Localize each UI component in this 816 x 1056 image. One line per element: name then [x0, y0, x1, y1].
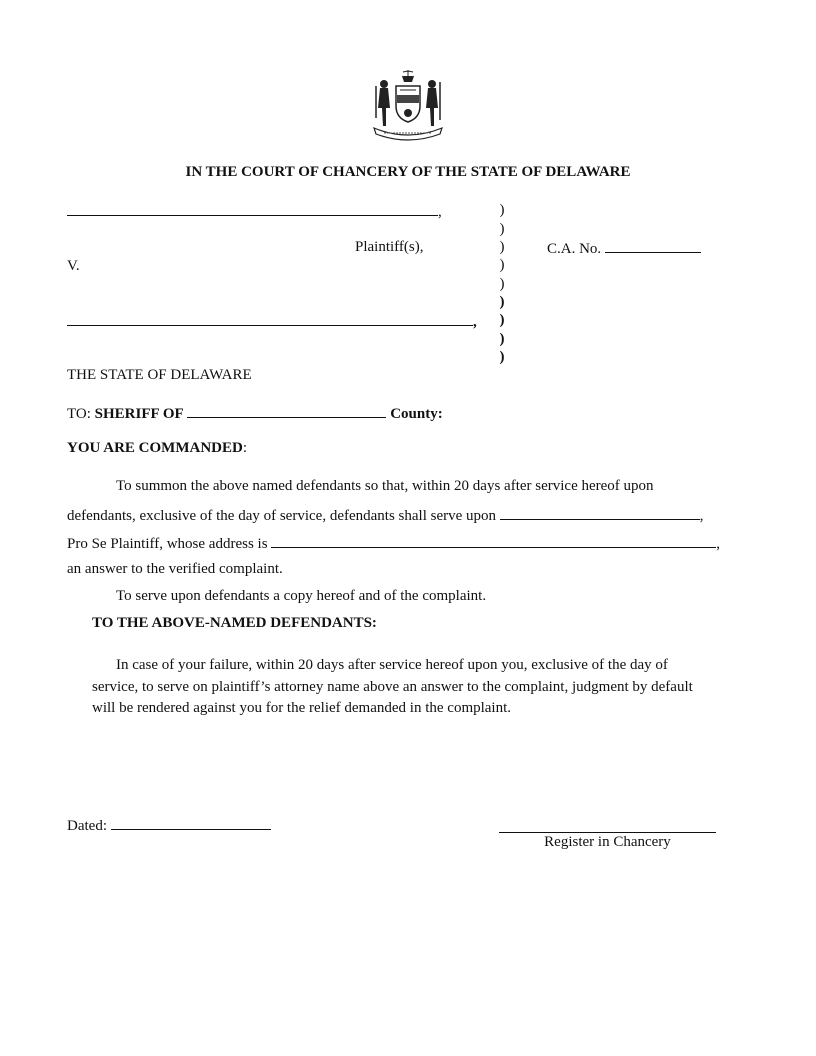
plaintiff-serve-blank[interactable] — [500, 506, 700, 520]
plaintiff-label: Plaintiff(s), — [355, 239, 424, 255]
caption-paren: ) — [499, 276, 505, 292]
commanded-heading — [67, 440, 247, 457]
case-number — [547, 239, 701, 258]
defendants-heading: TO THE ABOVE-NAMED DEFENDANTS: — [92, 615, 377, 631]
dated-line — [67, 816, 271, 835]
body-line-3-text: Pro Se Plaintiff, whose address is — [67, 536, 268, 552]
body-line-2 — [67, 506, 704, 525]
register-signature-line[interactable] — [499, 819, 716, 833]
caption-paren: ) — [499, 312, 505, 328]
caption-paren: ) — [499, 202, 505, 218]
dated-label: Dated: — [67, 818, 107, 834]
versus-label: V. — [67, 258, 80, 274]
defendant-comma: , — [473, 314, 477, 330]
notice-line-2: service, to serve on plaintiff’s attorney name above an answer to the complaint, judgment by default — [92, 679, 693, 695]
case-number-blank[interactable] — [605, 239, 701, 253]
defendant-line — [67, 312, 477, 331]
state-line: THE STATE OF DELAWARE — [67, 367, 252, 383]
notice-line-1: In case of your failure, within 20 days after service hereof upon you, exclusive of the day of — [116, 657, 668, 673]
to-sheriff-line — [67, 404, 443, 423]
to-label: TO: — [67, 406, 91, 422]
body-line-5: To serve upon defendants a copy hereof and of the complaint. — [116, 588, 487, 604]
court-title: IN THE COURT OF CHANCERY OF THE STATE OF DELAWARE — [185, 164, 631, 180]
date-blank[interactable] — [111, 816, 271, 830]
sheriff-label: SHERIFF OF — [94, 406, 184, 422]
register-label: Register in Chancery — [544, 834, 671, 850]
commanded-text: YOU ARE COMMANDED — [67, 440, 243, 456]
caption-paren: ) — [499, 221, 505, 237]
caption-paren: ) — [499, 294, 505, 310]
address-blank[interactable] — [271, 534, 716, 548]
county-blank[interactable] — [187, 404, 386, 418]
body-line-3 — [67, 534, 720, 553]
body-line-2-comma: , — [699, 508, 704, 524]
case-number-label: C.A. No. — [547, 241, 602, 257]
plaintiff-line — [67, 202, 442, 221]
county-label: County: — [390, 406, 443, 422]
plaintiff-name-blank[interactable] — [67, 202, 438, 216]
notice-line-3: will be rendered against you for the relief demanded in the complaint. — [92, 700, 512, 716]
delaware-seal — [366, 68, 450, 142]
body-line-1: To summon the above named defendants so that, within 20 days after service hereof upon — [116, 478, 654, 494]
commanded-colon: : — [242, 440, 247, 456]
defendant-name-blank[interactable] — [67, 312, 473, 326]
caption-paren: ) — [499, 257, 505, 273]
plaintiff-comma: , — [438, 204, 442, 220]
caption-paren: ) — [499, 331, 505, 347]
body-line-3-comma: , — [716, 536, 721, 552]
caption-paren: ) — [499, 349, 505, 365]
caption-paren: ) — [499, 239, 505, 255]
body-line-2-text: defendants, exclusive of the day of service, defendants shall serve upon — [67, 508, 497, 524]
body-line-4: an answer to the verified complaint. — [67, 561, 283, 577]
delaware-seal-icon — [366, 68, 450, 142]
